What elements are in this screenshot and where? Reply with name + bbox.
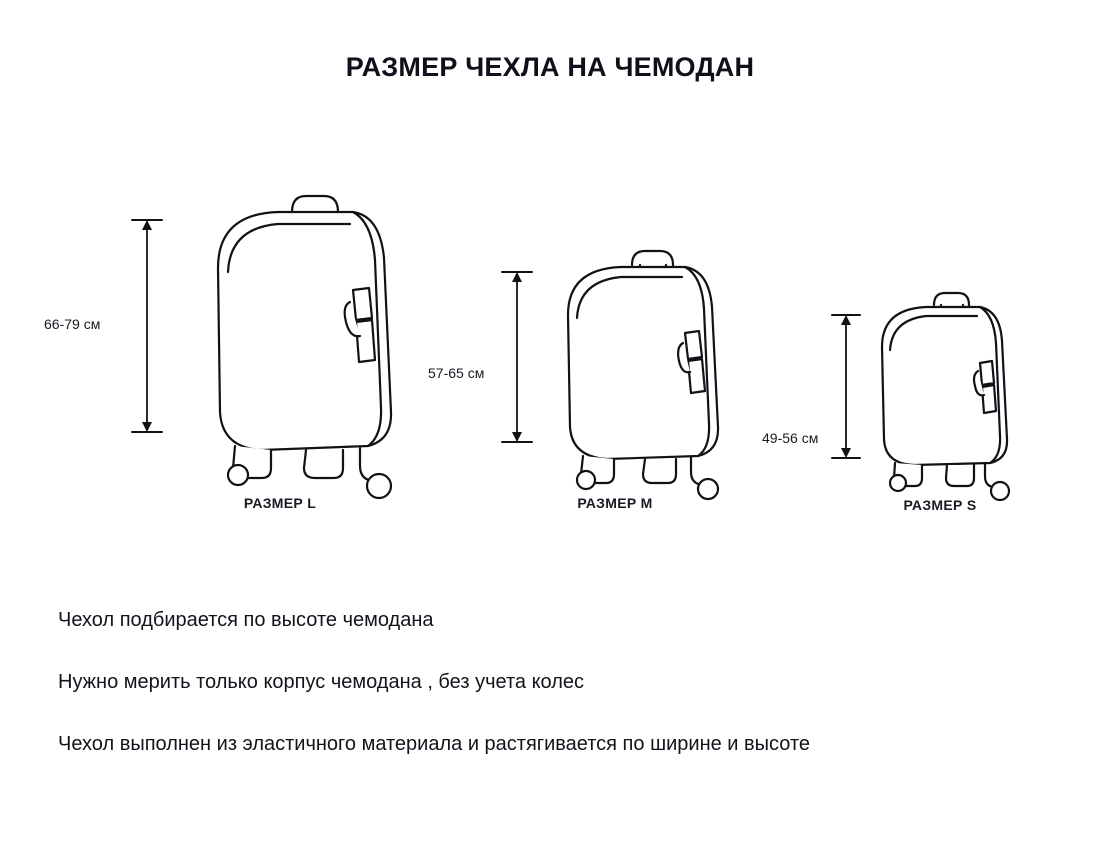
page-title: РАЗМЕР ЧЕХЛА НА ЧЕМОДАН [345,52,755,82]
caption-size-l: РАЗМЕР L [243,495,317,511]
suitcase-size-m [428,225,740,515]
caption-size-m: РАЗМЕР M [577,495,653,511]
suitcase-m-illustration [490,225,740,515]
suitcase-diagram [0,120,1100,540]
dimension-label-m: 57-65 см [428,365,485,381]
suitcase-size-s [762,275,1030,515]
suitcase-size-l [44,150,410,510]
note-item: Нужно мерить только корпус чемодана , без учета колес [58,671,585,693]
suitcase-s-illustration [820,275,1030,515]
note-item: Чехол выполнен из эластичного материала и растягивается по ширине и высоте [58,733,811,755]
dimension-label-s: 49-56 см [762,430,819,446]
suitcase-l-illustration [110,150,410,510]
notes-list [58,608,1058,756]
caption-size-s: РАЗМЕР S [903,497,977,513]
dimension-label-l: 66-79 см [44,316,101,332]
note-item: Чехол подбирается по высоте чемодана [58,609,434,631]
